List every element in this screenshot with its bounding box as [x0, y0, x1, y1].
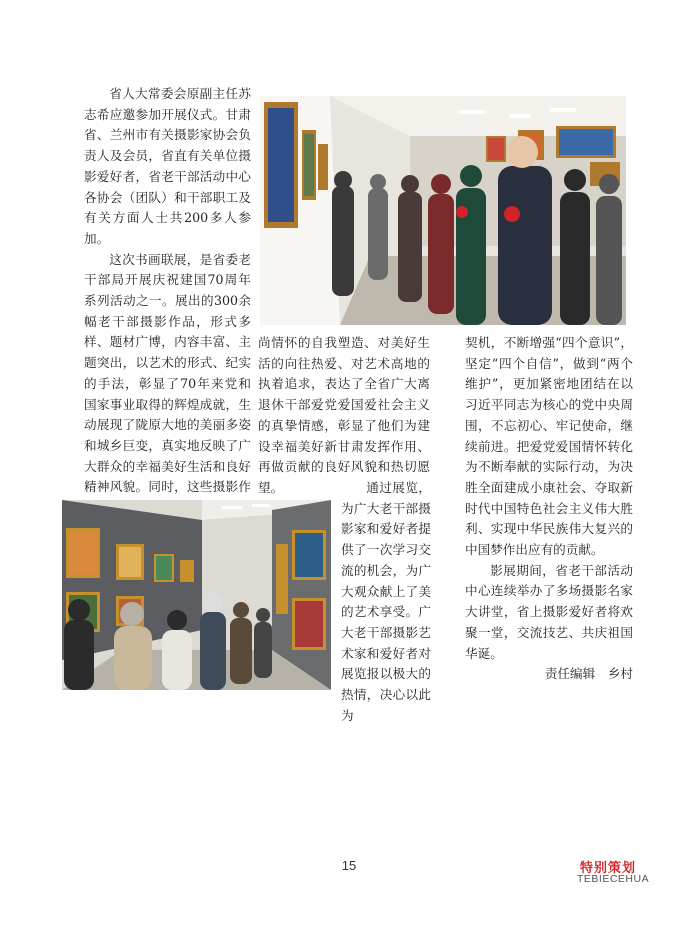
- section-title-pinyin: TEBIECEHUA: [577, 873, 650, 885]
- editor-credit: 责任编辑 乡村: [544, 666, 633, 682]
- paragraph-exhibition-effect: 通过展览，为广大老干部摄影家和爱好者提供了一次学习交流的机会，为广大观众献上了美的艺术享受。广大老干部摄影艺术家和爱好者对展览报以极大的热情，决心以此为: [341, 480, 431, 723]
- article-column-2: [258, 333, 430, 499]
- paragraph-attendees: 省人大常委会原副主任苏志希应邀参加开展仪式。甘肃省、兰州市有关摄影家协会负责人及会员，省直有关单位摄影爱好者，省老干部活动中心各协会（团队）和干部职工及有关方面人士共200多人参加。: [84, 86, 251, 246]
- paragraph-exhibition: 这次书画联展，是省委老干部局开展庆祝建国70周年系列活动之一。展出的300余幅老干部摄影作品，形式多样、题材广博，内容丰富、主题突出，以艺术的形式、纪实的手法，彰显了70年来党和国家事业取得的辉煌成就，生动展现了陇原大地的美丽多姿和城乡巨变，真实地反映了广大群众的幸福美好生活和良好精神风貌。同时，这些摄影作: [84, 251, 251, 495]
- exhibition-photo-bottom: [62, 500, 331, 690]
- article-column-2b: [341, 478, 431, 726]
- paragraph-commitment: 契机，不断增强“四个意识”，坚定“四个自信”，做到“两个维护”，更加紧密地团结在以习近平同志为核心的党中央周围，不忘初心、牢记使命，继续前进。把爱党爱国情怀转化为不断奉献的实际行动，为决胜全面建成小康社会、夺取新时代中国特色社会主义伟大胜利、实现中华民族伟大复兴的中国梦作出应有的贡献。: [465, 335, 633, 558]
- paragraph-continuation: 尚情怀的自我塑造、对美好生活的向往热爱、对艺术高地的执着追求，表达了全省广大离退休干部爱党爱国爱社会主义的真挚情感，彰显了他们为建设幸福美好新甘肃发挥作用、再做贡献的良好风貌和热切愿望。: [258, 335, 430, 495]
- article-column-3: [465, 333, 633, 685]
- page-number: 15: [341, 858, 357, 873]
- paragraph-lectures: 影展期间，省老干部活动中心连续举办了多场摄影名家大讲堂，省上摄影爱好者将欢聚一堂，交流技艺、共庆祖国华诞。: [465, 562, 633, 661]
- section-title: 特别策划: [580, 860, 637, 875]
- exhibition-photo-top: [260, 96, 626, 325]
